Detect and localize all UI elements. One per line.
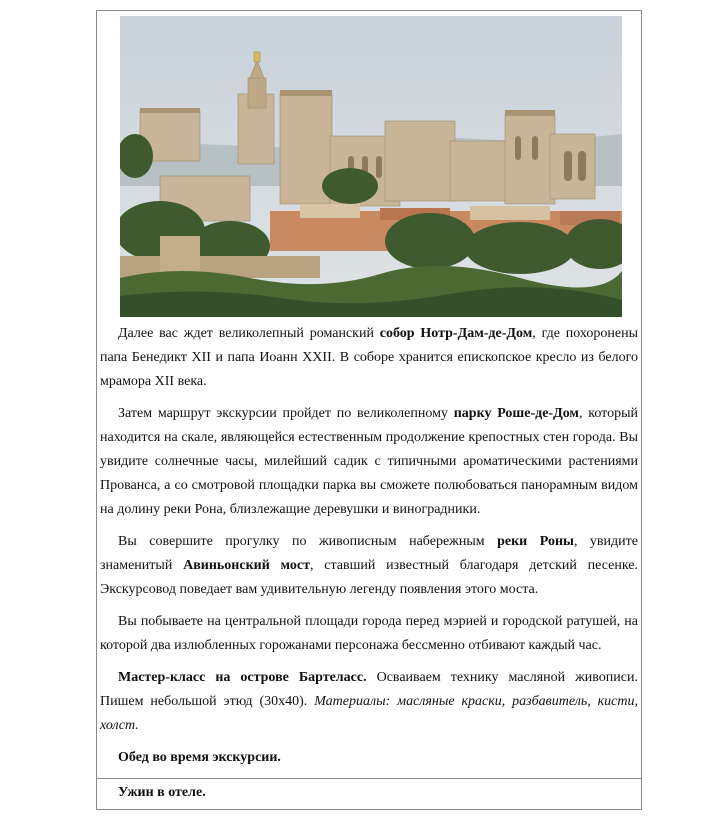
text-span: , ставший известный благодаря детский песенке. Экскурсовод поведает вам удивительную легенду появления этого моста.: [100, 558, 638, 597]
paragraph-river: [100, 530, 638, 602]
article-text: [100, 322, 638, 778]
cathedral-name: собор Нотр-Дам-де-Дом: [379, 326, 533, 341]
lunch-note: Обед во время экскурсии.: [118, 750, 281, 765]
river-name: реки Роны: [497, 534, 574, 549]
text-span: Затем маршрут экскурсии пройдет по великолепному: [118, 406, 454, 421]
paragraph-cathedral: [100, 322, 638, 394]
divider: [96, 778, 642, 779]
bridge-name: Авиньонский мост: [183, 558, 310, 573]
text-span: Далее вас ждет великолепный романский: [118, 326, 380, 341]
text-span: , увидите знаменитый: [100, 534, 638, 573]
masterclass-title: Мастер-класс на острове Бартеласс.: [118, 670, 367, 685]
paragraph-lunch: [100, 746, 638, 770]
paragraph-park: [100, 402, 638, 522]
text-span: Вы совершите прогулку по живописным набережным: [118, 534, 498, 549]
park-name: парку Роше-де-Дом: [453, 406, 579, 421]
text-span: , где похоронены папа Бенедикт XII и папа Иоанн XXII. В соборе хранится епископское кресло из белого мрамора XII века.: [100, 326, 638, 389]
materials-list: Материалы: масляные краски, разбавитель, кисти, холст.: [100, 694, 638, 733]
text-span: Вы побываете на центральной площади города перед мэрией и городской ратушей, на которой два излюбленных горожанами персонажа бессменно отбивают каждый час.: [100, 614, 638, 653]
text-span: Осваиваем технику масляной живописи. Пишем небольшой этюд (30х40).: [100, 670, 638, 709]
paragraph-masterclass: [100, 666, 638, 738]
paragraph-square: [100, 610, 638, 658]
text-span: , который находится на скале, являющейся естественным продолжение крепостных стен города. Вы увидите солнечные часы, милейший садик с типичными ароматическими растениями Прованса, а со смотровой площадки парка вы сможете полюбоваться панорамным видом на долину реки Рона, близлежащие деревушки и виноградники.: [100, 406, 638, 517]
avignon-papal-palace-photo: [120, 16, 622, 317]
dinner-note: Ужин в отеле.: [118, 785, 206, 800]
